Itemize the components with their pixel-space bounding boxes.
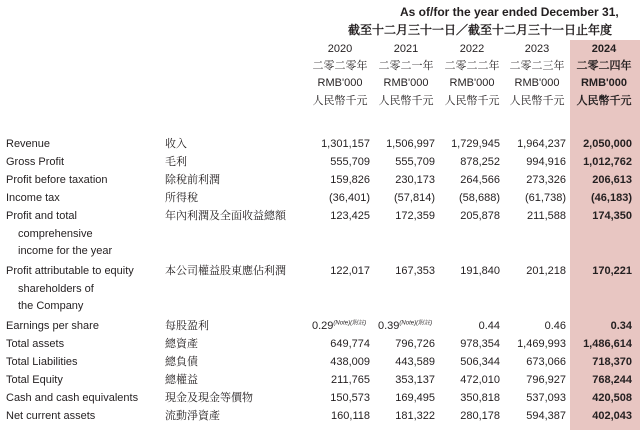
row-label-en: Revenue [6,138,51,150]
table-cell: 264,566 [460,174,500,186]
table-cell: 0.46 [544,320,566,332]
table-cell: 420,508 [592,392,632,404]
column-header-unit: RMB'000 [383,77,429,89]
table-cell: 172,359 [395,210,435,222]
column-header-unit: RMB'000 [449,77,495,89]
column-header-unit-cn: 人民幣千元 [378,95,434,107]
table-cell: 555,709 [330,156,370,168]
table-cell: 201,218 [526,265,566,277]
table-cell: 280,178 [460,410,500,422]
table-cell: 205,878 [460,210,500,222]
cell-value: 0.39 [378,320,400,332]
table-cell: 472,010 [460,374,500,386]
footnote-marker: (附註) [350,320,367,327]
table-cell: 211,588 [527,210,566,222]
row-label-en: Cash and cash equivalents [6,392,139,404]
table-cell: 994,916 [526,156,566,168]
table-cell: 2,050,000 [583,138,632,150]
table-cell: 150,573 [330,392,370,404]
column-header-year: 2021 [393,43,419,55]
table-cell: 159,826 [330,174,370,186]
column-header-year-cn: 二零二四年 [576,60,632,72]
row-label-en: Gross Profit [6,156,65,168]
table-cell: (46,183) [591,192,632,204]
table-cell: 1,486,614 [583,338,632,350]
table-cell: 649,774 [330,338,370,350]
table-cell: (36,401) [329,192,370,204]
row-label-cn: 收入 [165,138,187,150]
table-cell: 878,252 [460,156,500,168]
column-header-year-cn: 二零二二年 [444,60,500,72]
row-label-cn: 現金及現金等價物 [165,392,253,404]
row-label-cn: 每股盈利 [165,320,209,332]
row-label-en: Total assets [6,338,65,350]
table-cell: 537,093 [526,392,566,404]
table-cell: 181,322 [395,410,435,422]
row-label-en: comprehensive [18,227,93,240]
table-cell: 0.44 [478,320,500,332]
table-cell: 768,244 [592,374,632,386]
column-header-year-cn: 二零二三年 [509,60,565,72]
table-cell: (58,688) [459,192,500,204]
table-cell: 1,506,997 [386,138,435,150]
row-label-en: income for the year [18,245,113,257]
column-header-unit-cn: 人民幣千元 [312,95,368,107]
table-cell: 438,009 [330,356,370,368]
table-cell: 206,613 [592,174,632,186]
table-cell: 1,469,993 [517,338,566,350]
row-label-cn: 本公司權益股東應佔利潤 [165,265,286,277]
table-cell: 0.34 [610,320,632,332]
table-cell: 1,301,157 [321,138,370,150]
row-label-en: Net current assets [6,410,96,422]
row-label-en: Income tax [6,192,60,204]
cell-value: 0.29 [312,320,334,332]
table-cell: 160,118 [331,410,370,422]
column-header-year-cn: 二零二零年 [312,60,368,72]
table-cell: 673,066 [526,356,566,368]
table-cell: 1,012,762 [583,156,632,168]
table-cell: (57,814) [394,192,435,204]
table-cell: 170,221 [592,265,632,277]
table-cell: 555,709 [395,156,435,168]
table-cell: 211,765 [331,374,370,386]
row-label-en: Total Equity [6,374,63,386]
footnote-marker: (附註) [416,320,433,327]
column-header-unit-cn: 人民幣千元 [444,95,500,107]
table-cell: 174,350 [592,210,632,222]
table-cell: 123,425 [330,210,370,222]
table-cell: 350,818 [460,392,500,404]
table-cell: 718,370 [592,356,632,368]
column-header-year: 2024 [591,43,617,55]
row-label-en: the Company [18,300,84,312]
table-cell [378,320,432,333]
row-label-en: Profit before taxation [6,174,108,186]
row-label-cn: 年內利潤及全面收益總額 [165,210,286,222]
row-label-cn: 除稅前利潤 [165,174,220,186]
footnote-marker: (Note) [333,320,351,327]
row-label-cn: 總資產 [165,338,198,350]
table-cell: 169,495 [395,392,435,404]
table-cell: 402,043 [592,410,632,422]
table-cell: (61,738) [525,192,566,204]
table-cell: 167,353 [395,265,435,277]
column-header-unit-cn: 人民幣千元 [576,95,632,107]
row-label-cn: 所得稅 [165,192,198,204]
table-cell: 594,387 [526,410,566,422]
column-header-year: 2022 [459,43,485,55]
row-label-en: Total Liabilities [6,356,78,368]
row-label-cn: 總負債 [165,356,198,368]
row-label-en: Earnings per share [6,320,99,332]
table-cell: 796,726 [395,338,435,350]
row-label-cn: 毛利 [165,156,187,168]
table-cell: 353,137 [395,374,435,386]
row-label-cn: 總權益 [165,374,198,386]
row-label-en: shareholders of [18,282,94,295]
table-cell: 230,173 [395,174,435,186]
table-cell: 1,964,237 [517,138,566,150]
column-header-unit: RMB'000 [580,77,628,89]
column-header-unit: RMB'000 [317,77,363,89]
header-line-1: As of/for the year ended December 31, [400,5,619,19]
table-cell: 191,840 [460,265,500,277]
column-header-unit-cn: 人民幣千元 [509,95,565,107]
row-label-en: Profit attributable to equity [6,265,134,277]
table-cell: 506,344 [460,356,500,368]
table-cell: 1,729,945 [451,138,500,150]
table-cell [312,320,366,333]
row-label-cn: 流動淨資產 [165,410,220,422]
table-cell: 273,326 [526,174,566,186]
footnote-marker: (Note) [399,320,417,327]
table-cell: 796,927 [526,374,566,386]
table-cell: 122,017 [330,265,370,277]
row-label-en: Profit and total [6,210,77,222]
column-header-year-cn: 二零二一年 [378,60,434,72]
header-line-2: 截至十二月三十一日／截至十二月三十一日止年度 [348,23,613,37]
column-header-year: 2023 [524,43,550,55]
table-cell: 978,354 [460,338,500,350]
column-header-year: 2020 [327,43,353,55]
column-header-unit: RMB'000 [514,77,560,89]
table-cell: 443,589 [395,356,435,368]
